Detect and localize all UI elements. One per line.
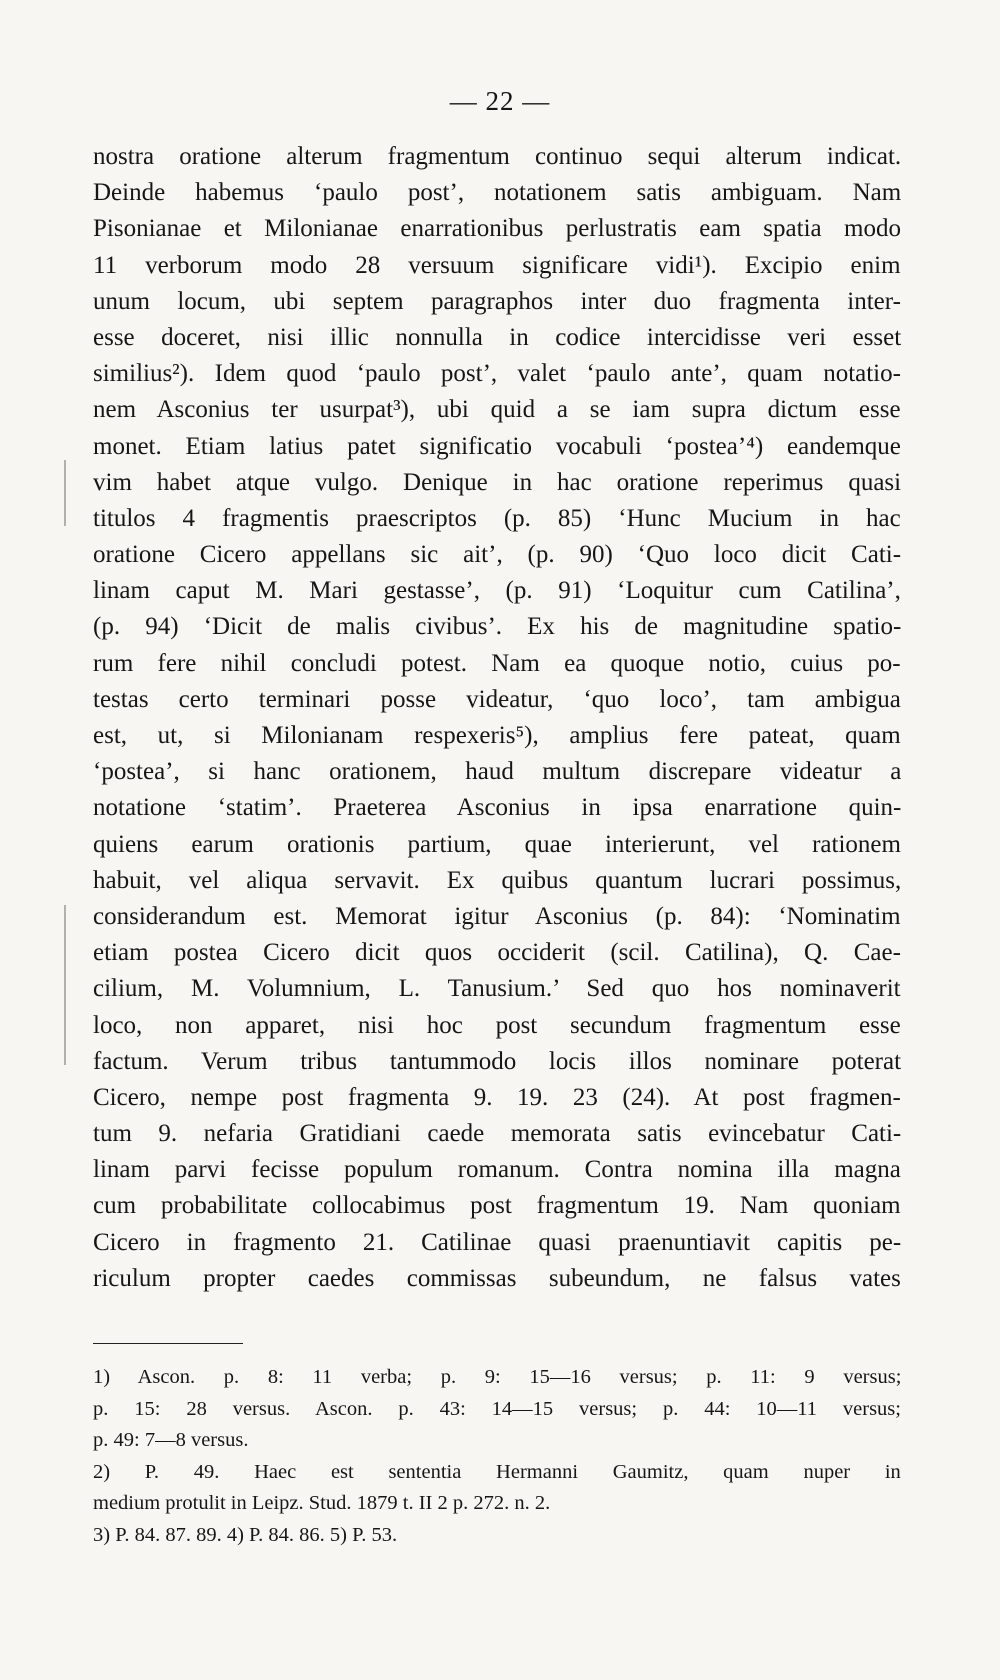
- text-line: nostra oratione alterum fragmentum continuo sequi alterum indicat.: [93, 143, 901, 170]
- text-line: loco, non apparet, nisi hoc post secundum fragmentum esse: [93, 1011, 901, 1039]
- body-text: [93, 139, 901, 1297]
- page-number: — 22 —: [449, 86, 551, 116]
- text-line: testas certo terminari posse videatur, ‘quo loco’, tam ambigua: [93, 685, 901, 713]
- text-line: unum locum, ubi septem paragraphos inter duo fragmenta inter-: [93, 287, 901, 315]
- text-line: rum fere nihil concludi potest. Nam ea quoque notio, cuius po-: [93, 649, 901, 677]
- text-line: etiam postea Cicero dicit quos occiderit (scil. Catilina), Q. Cae-: [93, 939, 901, 967]
- text-line: notatione ‘statim’. Praeterea Asconius in ipsa enarratione quin-: [93, 794, 901, 822]
- footnote-line: medium protulit in Leipz. Stud. 1879 t. II 2 p. 272. n. 2.: [93, 1492, 551, 1514]
- text-line: vim habet atque vulgo. Denique in hac oratione reperimus quasi: [93, 468, 901, 496]
- margin-mark: [64, 905, 66, 1065]
- text-line: Deinde habemus ‘paulo post’, notationem satis ambiguam. Nam: [93, 179, 901, 207]
- text-line: considerandum est. Memorat igitur Asconius (p. 84): ‘Nominatim: [93, 902, 901, 930]
- text-line: est, ut, si Milonianam respexeris⁵), amplius fere pateat, quam: [93, 722, 901, 749]
- footnote-line: p. 15: 28 versus. Ascon. p. 43: 14—15 versus; p. 44: 10—11 versus;: [93, 1397, 901, 1420]
- text-line: tum 9. nefaria Gratidiani caede memorata satis evincebatur Cati-: [93, 1120, 901, 1148]
- text-line: monet. Etiam latius patet significatio vocabuli ‘postea’⁴) eandemque: [93, 432, 901, 460]
- text-line: 11 verborum modo 28 versuum significare vidi¹). Excipio enim: [93, 251, 901, 279]
- text-line: riculum propter caedes commissas subeundum, ne falsus vates: [93, 1264, 901, 1292]
- text-line: esse doceret, nisi illic nonnulla in codice intercidisse veri esset: [93, 323, 901, 351]
- footnote-line: 2) P. 49. Haec est sententia Hermanni Gaumitz, quam nuper in: [93, 1460, 901, 1483]
- text-line: habuit, vel aliqua servavit. Ex quibus quantum lucrari possimus,: [93, 866, 901, 894]
- footnote-line: 1) Ascon. p. 8: 11 verba; p. 9: 15—16 versus; p. 11: 9 versus;: [93, 1366, 901, 1388]
- text-line: oratione Cicero appellans sic ait’, (p. 90) ‘Quo loco dicit Cati-: [93, 541, 901, 569]
- text-line: linam caput M. Mari gestasse’, (p. 91) ‘Loquitur cum Catilina’,: [93, 577, 901, 605]
- text-line: ‘postea’, si hanc orationem, haud multum discrepare videatur a: [93, 758, 901, 786]
- footnote-line: p. 49: 7—8 versus.: [93, 1429, 249, 1451]
- text-line: (p. 94) ‘Dicit de malis civibus’. Ex his de magnitudine spatio-: [93, 613, 901, 641]
- text-line: cum probabilitate collocabimus post fragmentum 19. Nam quoniam: [93, 1192, 901, 1220]
- text-line: similius²). Idem quod ‘paulo post’, valet ‘paulo ante’, quam notatio-: [93, 360, 901, 388]
- text-line: nem Asconius ter usurpat³), ubi quid a se iam supra dictum esse: [93, 396, 901, 424]
- text-line: titulos 4 fragmentis praescriptos (p. 85) ‘Hunc Mucium in hac: [93, 504, 901, 532]
- text-line: Cicero, nempe post fragmenta 9. 19. 23 (24). At post fragmen-: [93, 1083, 901, 1111]
- text-line: cilium, M. Volumnium, L. Tanusium.’ Sed quo hos nominaverit: [93, 975, 901, 1003]
- footnotes: [93, 1362, 901, 1551]
- text-line: linam parvi fecisse populum romanum. Contra nomina illa magna: [93, 1156, 901, 1184]
- text-line: quiens earum orationis partium, quae interierunt, vel rationem: [93, 830, 901, 858]
- text-line: factum. Verum tribus tantummodo locis illos nominare poterat: [93, 1047, 901, 1075]
- margin-mark: [64, 460, 66, 526]
- footnote-line: 3) P. 84. 87. 89. 4) P. 84. 86. 5) P. 53.: [93, 1523, 398, 1546]
- text-line: Cicero in fragmento 21. Catilinae quasi praenuntiavit capitis pe-: [93, 1228, 901, 1256]
- footnote-rule: [93, 1343, 243, 1344]
- text-line: Pisonianae et Milonianae enarrationibus perlustratis eam spatia modo: [93, 215, 901, 243]
